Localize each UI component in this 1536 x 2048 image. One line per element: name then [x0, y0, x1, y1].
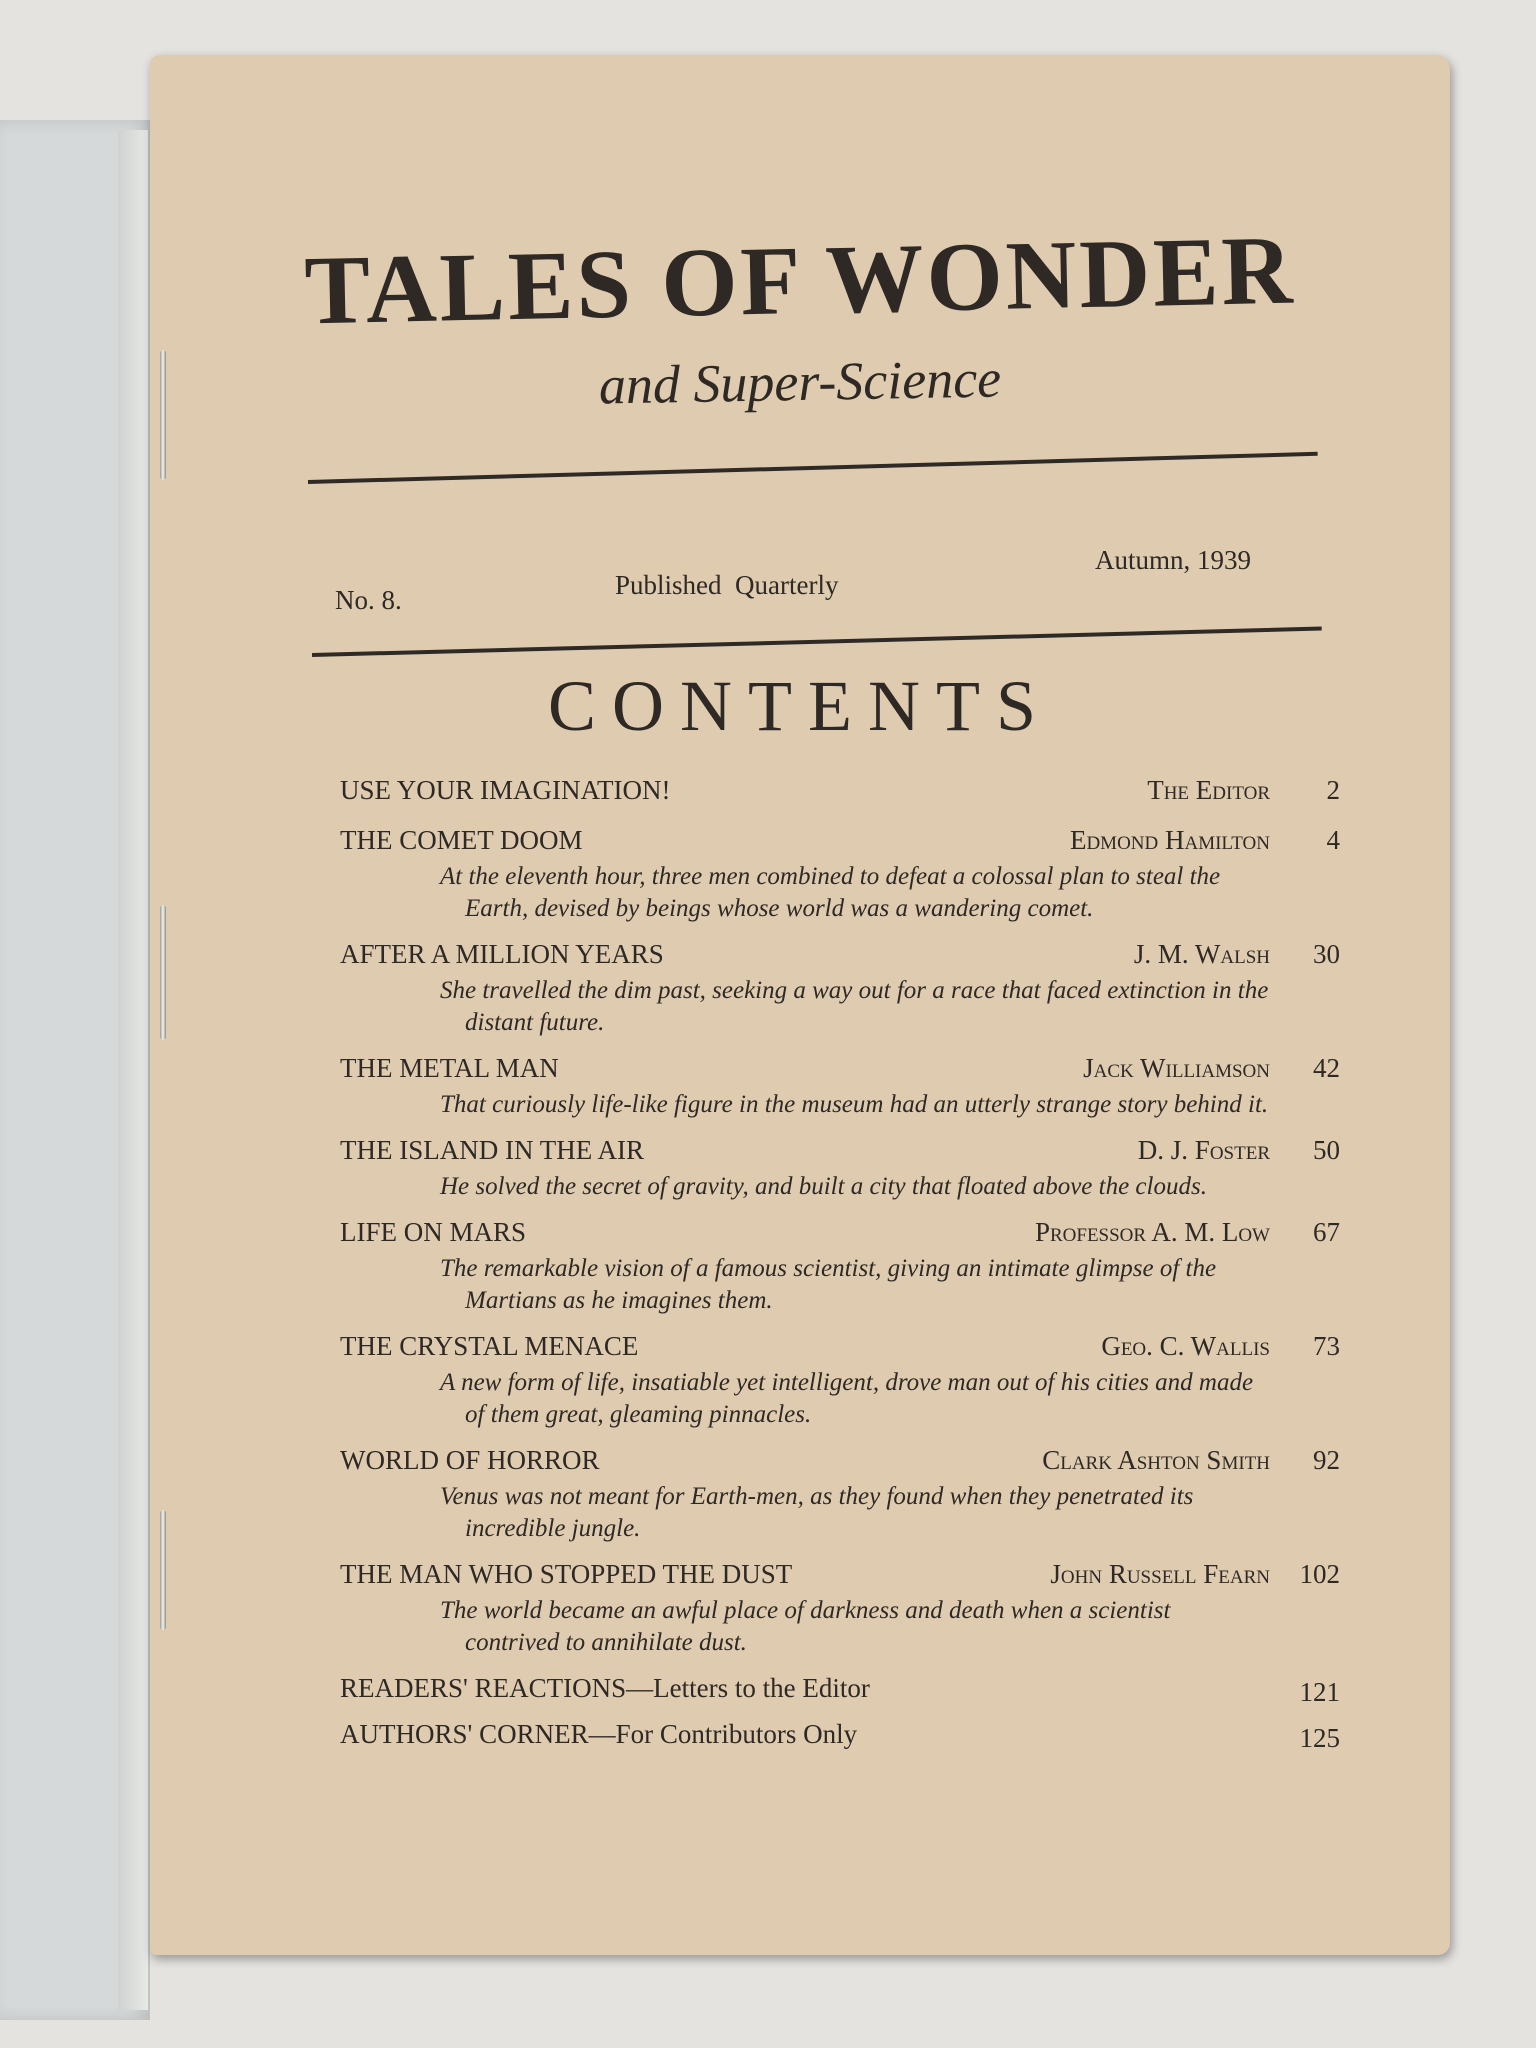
- story-description: The remarkable vision of a famous scientist, giving an intimate glimpse of the Martians as he imagines them.: [440, 1255, 1217, 1314]
- toc-entry-line: [340, 939, 1340, 975]
- story-title: THE CRYSTAL MENACE: [340, 1331, 639, 1361]
- toc-entry[interactable]: [340, 1331, 1340, 1431]
- story-author: John Russell Fearn: [1050, 1559, 1270, 1589]
- feature-label: AUTHORS' CORNER—For Contributors Only: [340, 1719, 858, 1749]
- issue-info-bar: [335, 545, 1335, 615]
- toc-entry[interactable]: [340, 775, 1340, 811]
- page-number: 42: [1313, 1053, 1340, 1083]
- issue-number: No. 8.: [335, 585, 402, 615]
- page-number: 67: [1313, 1217, 1340, 1247]
- story-title: THE METAL MAN: [340, 1053, 559, 1083]
- issue-date: Autumn, 1939: [1095, 545, 1252, 575]
- magazine-subtitle: and Super-Science: [598, 348, 1002, 416]
- toc-entry[interactable]: [340, 1559, 1340, 1659]
- toc-entry[interactable]: [340, 1053, 1340, 1121]
- story-author: D. J. Foster: [1137, 1135, 1270, 1165]
- page-number: 50: [1313, 1135, 1340, 1165]
- story-description: The world became an awful place of darkness and death when a scientist contrived to annihilate dust.: [440, 1597, 1171, 1656]
- story-author: The Editor: [1147, 775, 1270, 805]
- toc-entry-line: [340, 775, 1340, 811]
- toc-entry[interactable]: [340, 1217, 1340, 1317]
- story-title: USE YOUR IMAGINATION!: [340, 775, 671, 805]
- toc-entry-line: [340, 1559, 1340, 1595]
- feature-entry[interactable]: [340, 1673, 1340, 1713]
- story-author: Geo. C. Wallis: [1101, 1331, 1270, 1361]
- toc-entry[interactable]: [340, 1135, 1340, 1203]
- story-title: WORLD OF HORROR: [340, 1445, 600, 1475]
- staple: [160, 1510, 166, 1630]
- staple: [160, 905, 166, 1040]
- story-description: That curiously life-like figure in the museum had an utterly strange story behind it.: [440, 1091, 1269, 1118]
- bottom-rule: [312, 627, 1322, 657]
- toc-entry-line: [340, 1053, 1340, 1089]
- toc-entry-line: [340, 1331, 1340, 1367]
- staple: [160, 350, 166, 480]
- story-author: Jack Williamson: [1083, 1053, 1270, 1083]
- toc-entry-line: [340, 1445, 1340, 1481]
- toc-entry[interactable]: [340, 1445, 1340, 1545]
- page-number: 2: [1326, 775, 1340, 805]
- story-description: At the eleventh hour, three men combined to defeat a colossal plan to steal the Earth, devised by beings whose world was a wandering comet.: [440, 863, 1221, 922]
- story-title: THE MAN WHO STOPPED THE DUST: [340, 1559, 793, 1589]
- table-of-contents: [340, 775, 1340, 1759]
- facing-page-edge: [118, 130, 148, 2010]
- page-number: 125: [1299, 1723, 1340, 1753]
- page-number: 121: [1299, 1677, 1340, 1707]
- toc-entry[interactable]: [340, 825, 1340, 925]
- page-number: 73: [1313, 1331, 1340, 1361]
- page-number: 4: [1326, 825, 1340, 855]
- story-author: J. M. Walsh: [1133, 939, 1270, 969]
- story-author: Professor A. M. Low: [1034, 1217, 1270, 1247]
- publication-frequency: Published Quarterly: [615, 570, 839, 600]
- story-title: THE COMET DOOM: [340, 825, 583, 855]
- page-number: 30: [1313, 939, 1340, 969]
- magazine-title: TALES OF WONDER: [303, 216, 1297, 346]
- story-description: He solved the secret of gravity, and built a city that floated above the clouds.: [440, 1173, 1207, 1200]
- story-description: A new form of life, insatiable yet intelligent, drove man out of his cities and made of them great, gleaming pinnacles.: [440, 1369, 1254, 1428]
- story-author: Clark Ashton Smith: [1042, 1445, 1270, 1475]
- story-title: LIFE ON MARS: [340, 1217, 527, 1247]
- story-author: Edmond Hamilton: [1069, 825, 1270, 855]
- contents-heading: CONTENTS: [548, 666, 1052, 746]
- story-title: AFTER A MILLION YEARS: [340, 939, 664, 969]
- toc-entry-line: [340, 825, 1340, 861]
- contents-page: [150, 55, 1450, 1955]
- story-title: THE ISLAND IN THE AIR: [340, 1135, 644, 1165]
- masthead: [150, 216, 1450, 416]
- feature-label: READERS' REACTIONS—Letters to the Editor: [340, 1673, 870, 1703]
- feature-entry[interactable]: [340, 1719, 1340, 1759]
- toc-entry-line: [340, 1135, 1340, 1171]
- story-description: Venus was not meant for Earth-men, as they found when they penetrated its incredible jungle.: [440, 1483, 1194, 1542]
- top-rule: [308, 452, 1318, 484]
- page-number: 92: [1313, 1445, 1340, 1475]
- page-number: 102: [1299, 1559, 1340, 1589]
- story-description: She travelled the dim past, seeking a way out for a race that faced extinction in the distant future.: [440, 977, 1269, 1036]
- toc-entry-line: [340, 1217, 1340, 1253]
- toc-entry[interactable]: [340, 939, 1340, 1039]
